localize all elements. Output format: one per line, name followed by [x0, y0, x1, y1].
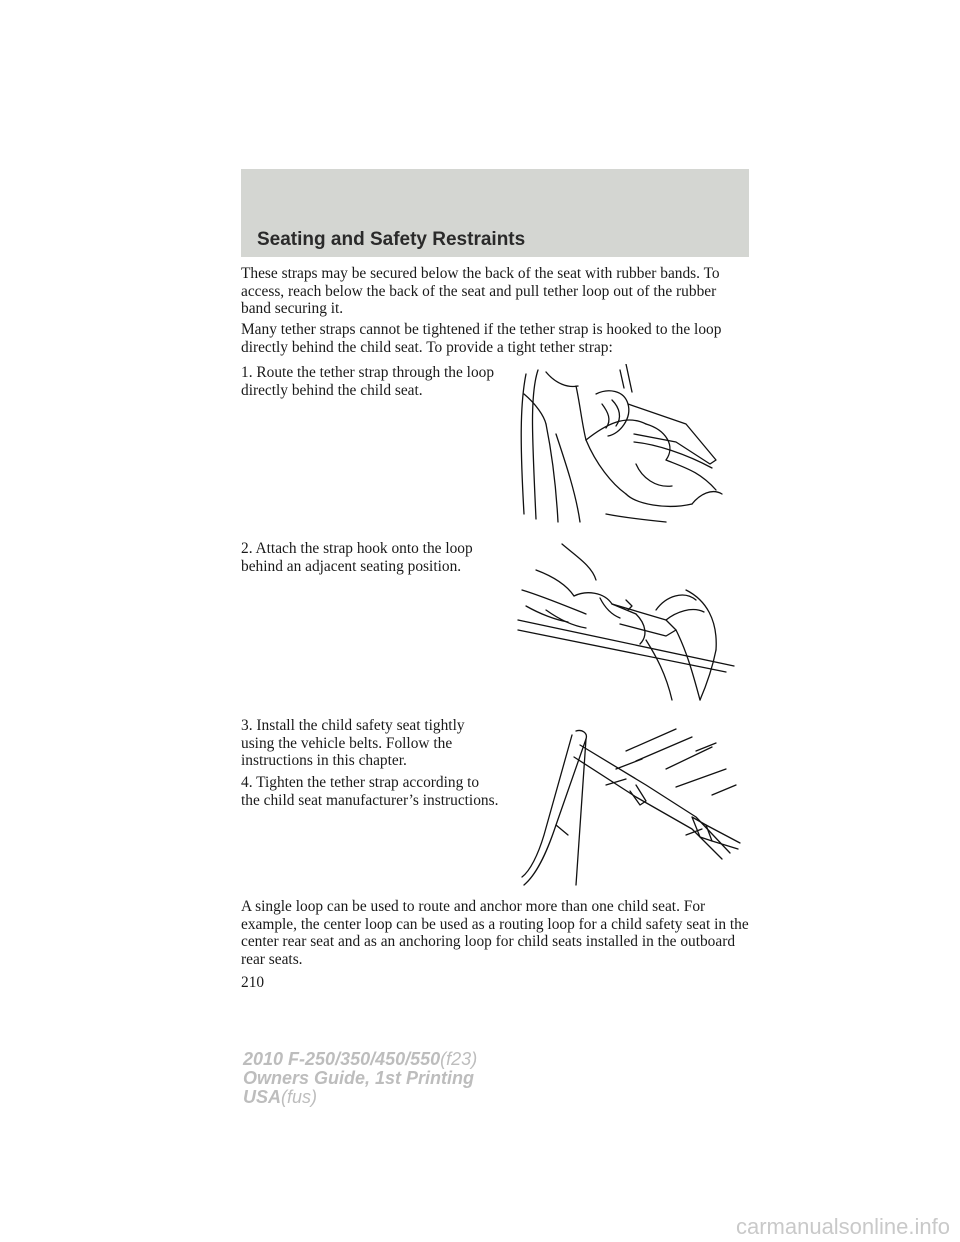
intro-paragraph-2: Many tether straps cannot be tightened if the tether strap is hooked to the loop directly behind the child seat. To provide a tight tether strap: [241, 321, 722, 356]
page-number: 210 [241, 974, 265, 991]
footer-model: 2010 F-250/350/450/550 [243, 1049, 441, 1069]
tighten-tether-strap-illustration [516, 725, 742, 888]
step-1-text: 1. Route the tether strap through the loop directly behind the child seat. [241, 364, 495, 399]
footer-line-2: Owners Guide, 1st Printing [243, 1068, 475, 1088]
step-2-text: 2. Attach the strap hook onto the loop behind an adjacent seating position. [241, 540, 473, 575]
attach-strap-hook-illustration [516, 540, 738, 702]
step-4-text: 4. Tighten the tether strap according to the child seat manufacturer’s instructions. [241, 774, 499, 809]
footer-market: USA [243, 1087, 282, 1107]
section-header-band [241, 169, 749, 257]
section-title: Seating and Safety Restraints [257, 229, 526, 250]
footer-line-3 [243, 1088, 477, 1107]
route-tether-strap-illustration [516, 364, 728, 524]
watermark-text: carmanualsonline.info [735, 1214, 950, 1239]
footer-model-code: (f23) [440, 1049, 478, 1069]
intro-paragraph-1: These straps may be secured below the back of the seat with rubber bands. To access, reach below the back of the seat and pull tether loop out of the rubber band securing it. [241, 265, 720, 318]
footer-line-1 [243, 1050, 477, 1069]
print-footer [243, 1050, 477, 1107]
closing-paragraph: A single loop can be used to route and anchor more than one child seat. For example, the center loop can be used as a routing loop for a child safety seat in the center rear seat and as an anchoring loop for child seats installed in the outboard rear seats. [241, 898, 749, 968]
footer-market-code: (fus) [281, 1087, 318, 1107]
step-3-text: 3. Install the child safety seat tightly using the vehicle belts. Follow the instructions in this chapter. [241, 717, 465, 770]
